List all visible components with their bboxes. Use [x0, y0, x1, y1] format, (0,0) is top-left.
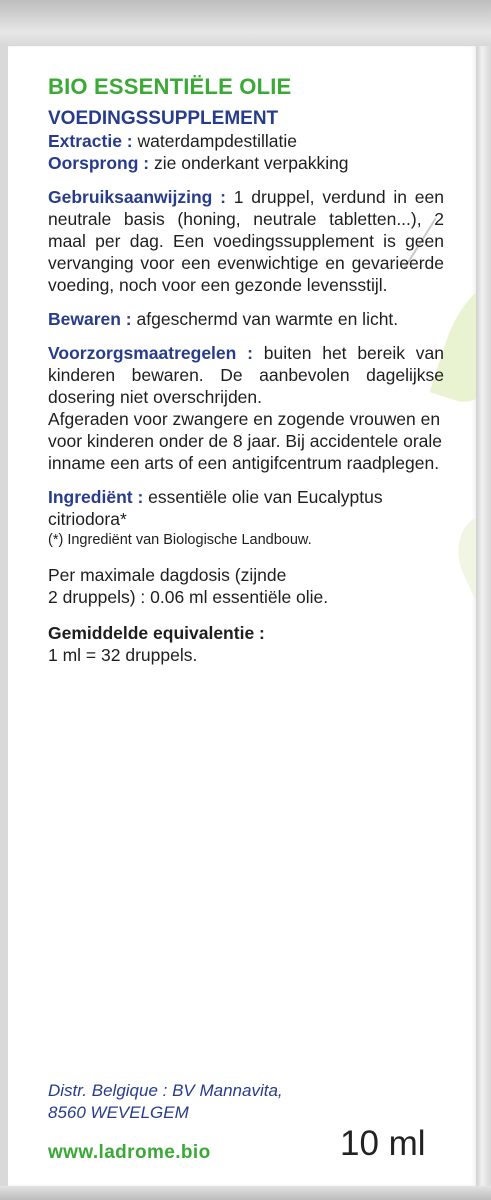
decorative-leaf [444, 507, 476, 605]
storage-text: afgeschermd van warmte en licht. [136, 309, 399, 329]
oorsprong-row [48, 152, 444, 174]
product-title: BIO ESSENTIËLE OLIE [48, 74, 292, 99]
precautions-label: Voorzorgsmaatregelen : [48, 343, 253, 363]
usage-instructions [48, 186, 444, 296]
ingredient-footnote: (*) Ingrediënt van Biologische Landbouw. [48, 532, 312, 548]
distributor-line-1: Distr. Belgique : BV Mannavita, [48, 1081, 283, 1100]
storage-section [48, 308, 444, 330]
precautions-text: buiten het bereik van kinderen bewaren. De aanbevolen dagelijkse dosering niet overschrijden. [48, 343, 444, 407]
volume-label: 10 ml [340, 1124, 426, 1163]
distributor-line-2: 8560 WEVELGEM [48, 1103, 189, 1122]
box-right-edge [476, 46, 491, 1186]
storage-label: Bewaren : [48, 309, 132, 329]
dosage-line-2: 2 druppels) : 0.06 ml essentiële olie. [48, 587, 329, 607]
website-url[interactable]: www.ladrome.bio [48, 1142, 211, 1163]
ingredient-section [48, 486, 444, 530]
usage-label: Gebruiksaanwijzing : [48, 187, 226, 207]
oorsprong-label: Oorsprong : [48, 153, 150, 173]
supplement-subtitle: VOEDINGSSUPPLEMENT [48, 108, 279, 129]
oorsprong-value: zie onderkant verpakking [153, 153, 349, 173]
extractie-row [48, 130, 444, 152]
ingredient-label: Ingrediënt : [48, 487, 144, 507]
extractie-label: Extractie : [48, 131, 133, 151]
distributor-info [48, 1080, 348, 1124]
precautions-warning: Afgeraden voor zwangere en zogende vrouwen en voor kinderen onder de 8 jaar. Bij accidentele orale inname een arts of een antigifcentrum raadplegen. [48, 409, 442, 473]
equivalence-label: Gemiddelde equivalentie : [48, 623, 265, 643]
box-bottom-edge [0, 1186, 491, 1200]
equivalence-value: 1 ml = 32 druppels. [48, 645, 198, 665]
box-top-edge [0, 0, 491, 46]
label-text-content [48, 74, 444, 666]
usage-text: 1 druppel, verdund in een neutrale basis (honing, neutrale tabletten...), 2 maal per dag. Een voedingssupplement is geen vervanging voor een evenwichtige en gevarieerde voeding, noch voor een gezonde levensstijl. [48, 187, 444, 295]
ingredient-text: essentiële olie van Eucalyptus citriodora* [48, 487, 383, 529]
precautions-section [48, 342, 444, 408]
dosage-line-1: Per maximale dagdosis (zijnde [48, 565, 287, 585]
extractie-value: waterdampdestillatie [137, 131, 298, 151]
